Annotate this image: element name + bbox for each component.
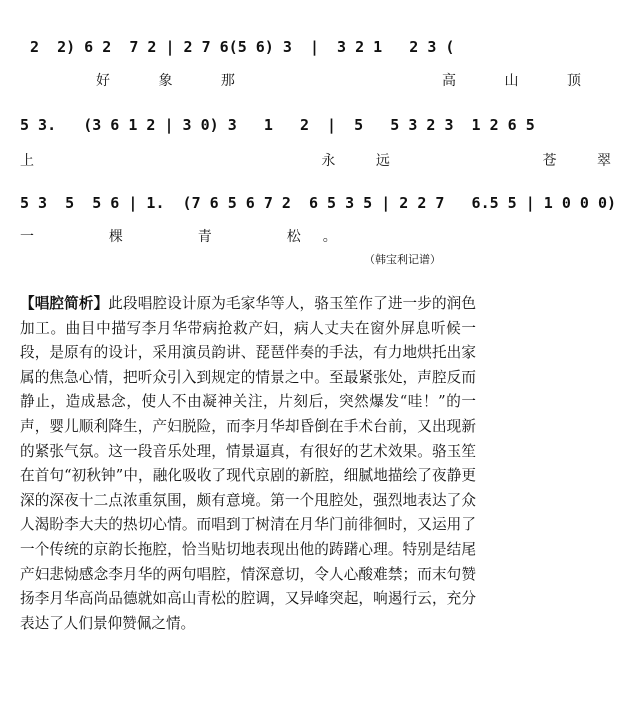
transcriber-credit: （韩宝利记谱）	[364, 253, 441, 266]
lyrics-line-1: 好 象 那 高 山 顶	[96, 73, 603, 89]
lyrics-line-3: 一 棵 青 松。	[20, 229, 359, 245]
lyrics-line-2: 上 永 远 苍 翠	[20, 153, 629, 169]
score-line-3: 5 3 5 5 6 | 1. (7 6 5 6 7 2 6 5 3 5 | 2 2 7 6.5 5 | 1 0 0 0)	[20, 194, 617, 212]
score-line-2: 5 3. (3 6 1 2 | 3 0) 3 1 2 | 5 5 3 2 3 1 2 6 5	[20, 116, 535, 134]
score-line-1: 2 2) 6 2 7 2 | 2 7 6(5 6) 3 | 3 2 1 2 3 (	[30, 38, 455, 56]
commentary-body: 此段唱腔设计原为毛家华等人，骆玉笙作了进一步的润色加工。曲目中描写李月华带病抢救产妇，病人丈夫在窗外屏息听候一段，是原有的设计，采用演员韵讲、琵琶伴奏的手法，有力地烘托出家属的焦急心情，把听众引入到规定的情景之中。至最紧张处，声腔反而静止，造成悬念，使人不由凝神关注，片刻后，突然爆发“哇！”的一声，婴儿顺利降生，产妇脱险，而李月华却昏倒在手术台前，又出现新的紧张气氛。这一段音乐处理，情景逼真，有很好的艺术效果。骆玉笙在首句“初秋钟”中，融化吸收了现代京剧的新腔，细腻地描绘了夜静更深的深夜十二点浓重氛围，颇有意境。第一个甩腔处，强烈地表达了众人渴盼李大夫的热切心情。而唱到丁树清在月华门前徘徊时，又运用了一个传统的京韵长拖腔，恰当贴切地表现出他的踌躇心理。特别是结尾产妇悲恸感念李月华的两句唱腔，情深意切，令人心酸难禁；而末句赞扬李月华高尚品德就如高山青松的腔调，又异峰突起，响遏行云，充分表达了人们景仰赞佩之情。	[20, 295, 476, 632]
commentary-title: 【唱腔简析】	[20, 295, 109, 312]
commentary-paragraph	[20, 292, 476, 636]
